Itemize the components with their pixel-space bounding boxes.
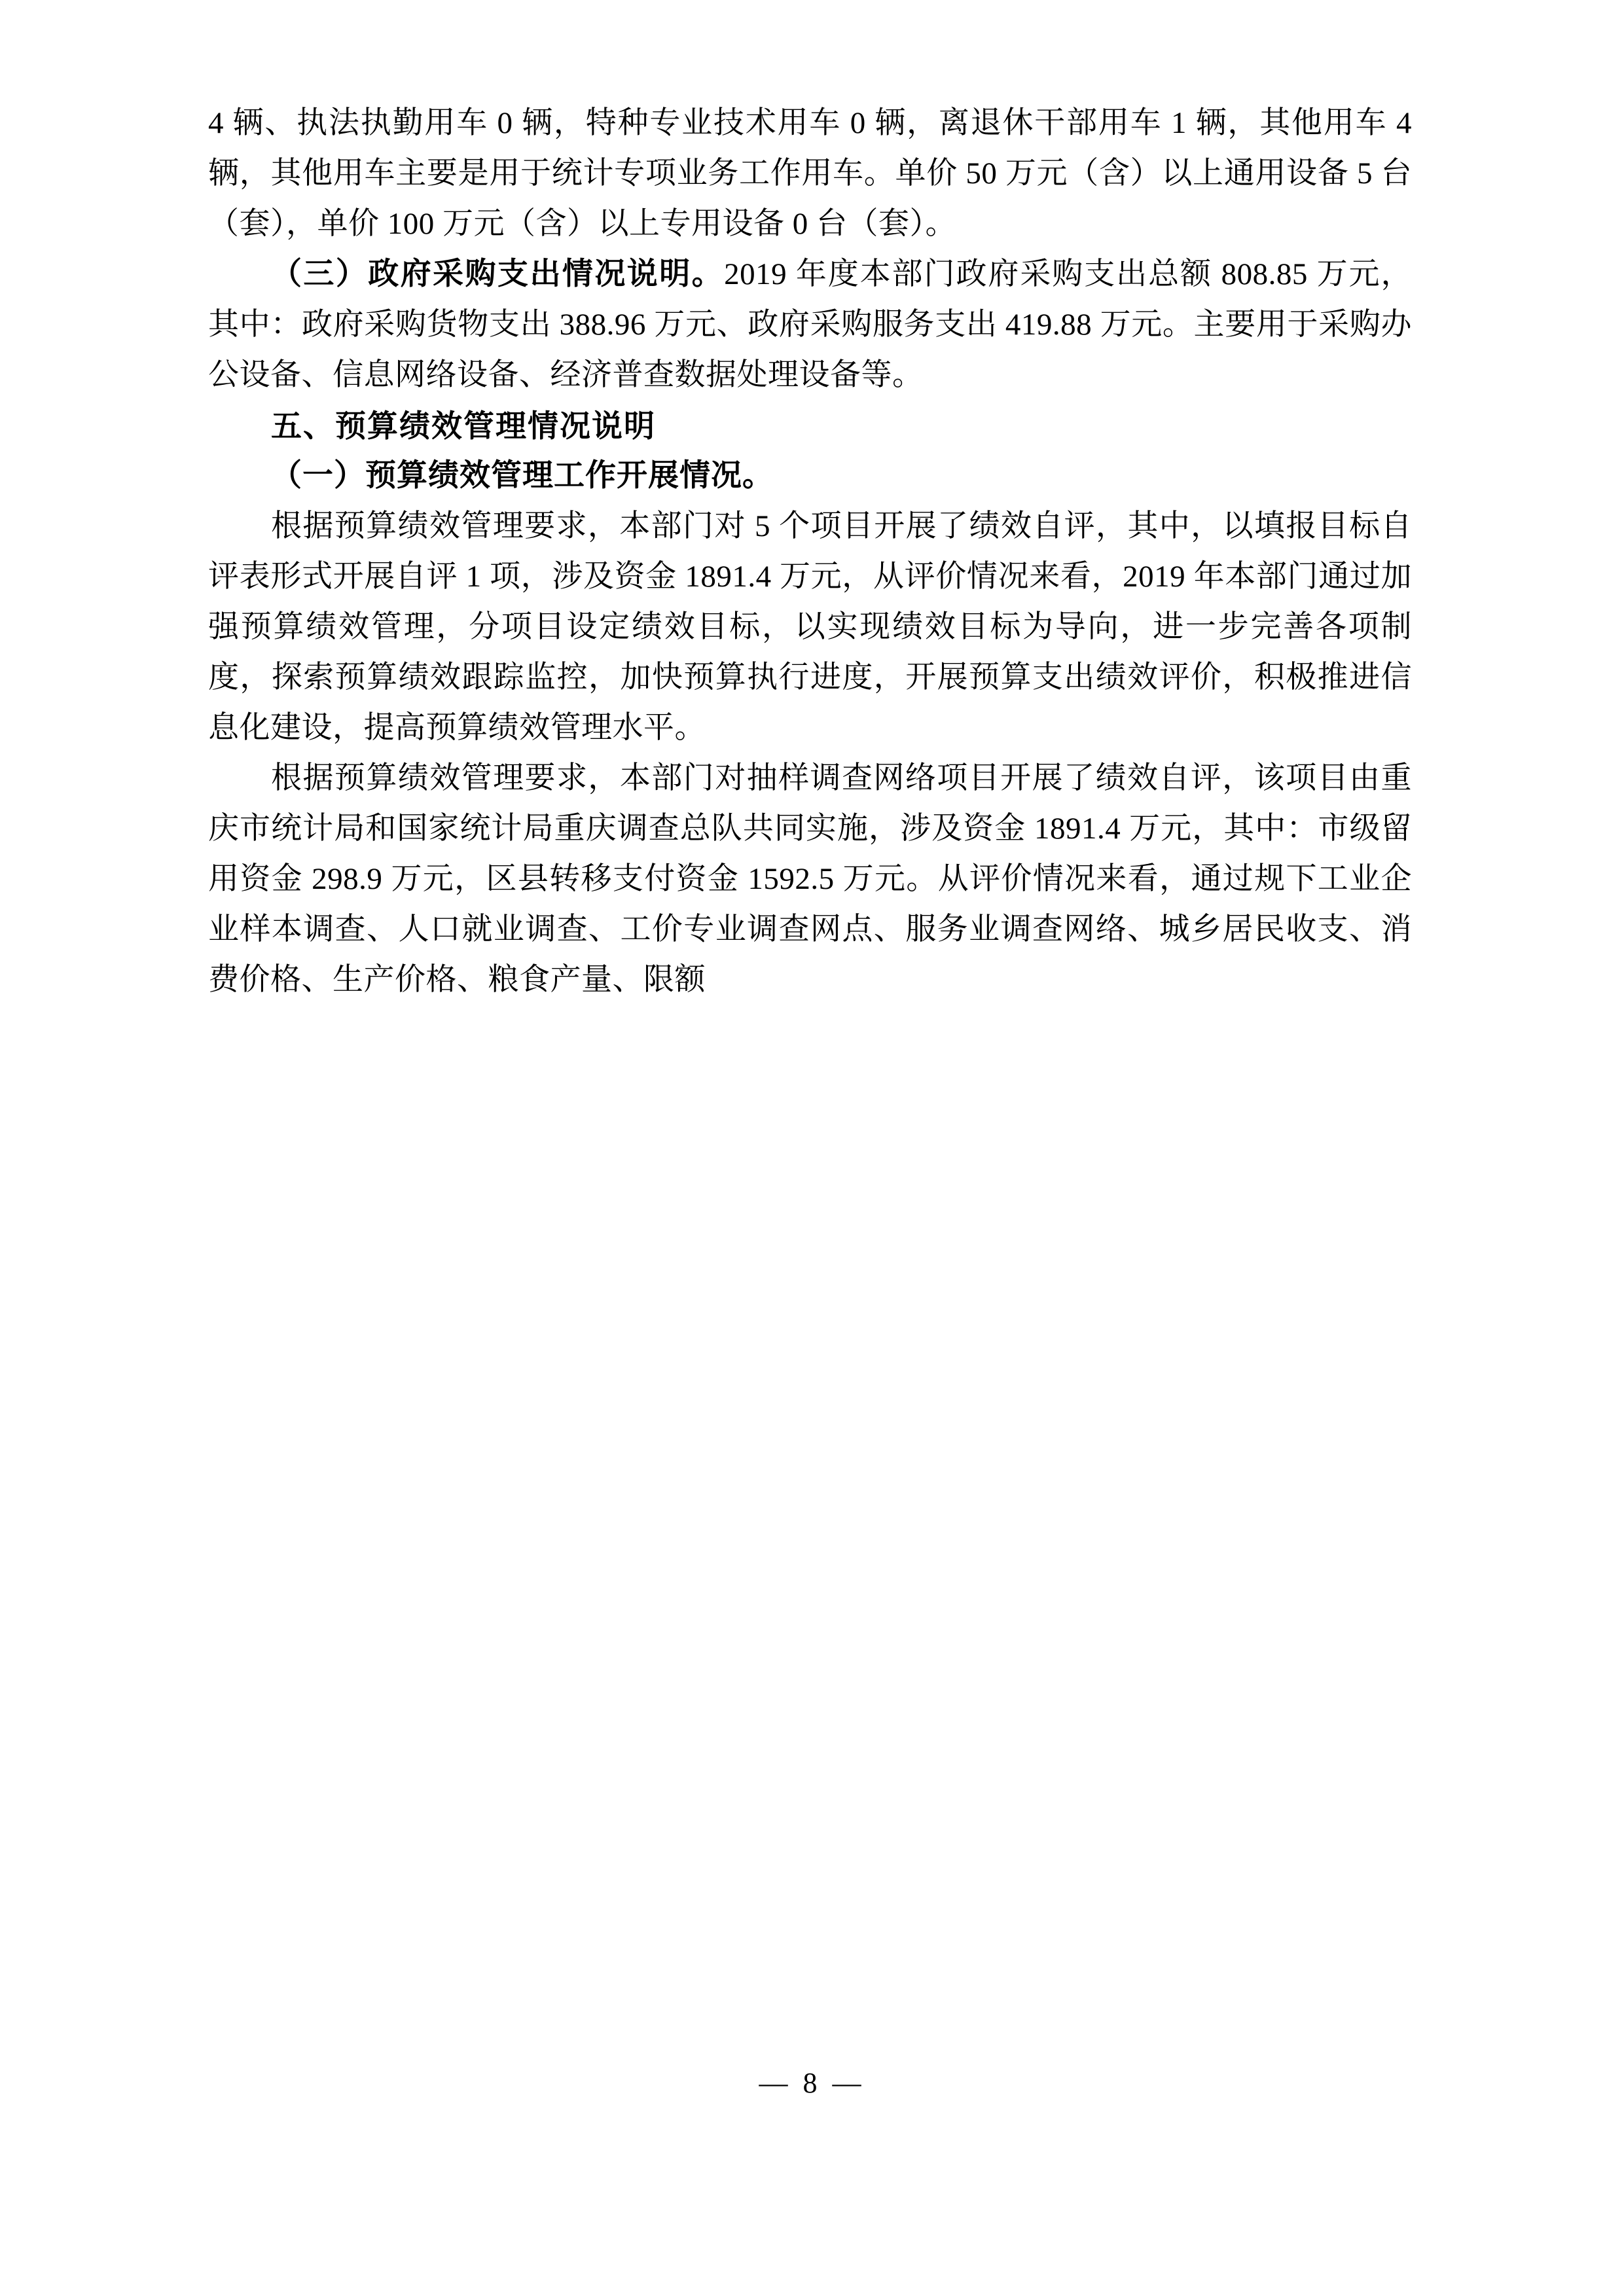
paragraph-government-procurement-text: 2019 年度本部门政府采购支出总额 808.85 万元，其中：政府采购货物支出 388.96 万元、政府采购服务支出 419.88 万元。主要用于采购办公设备、信息网络设备、经济普查数据处理设备等。 <box>208 257 1412 392</box>
runin-heading-government-procurement: （三）政府采购支出情况说明。 <box>271 257 725 291</box>
section-heading-budget-performance: 五、预算绩效管理情况说明 <box>271 408 656 443</box>
paragraph-performance-self-evaluation: 根据预算绩效管理要求，本部门对 5 个项目开展了绩效自评，其中，以填报目标自评表形式开展自评 1 项，涉及资金 1891.4 万元，从评价情况来看，2019 年本部门通过加强预算绩效管理，分项目设定绩效目标，以实现绩效目标为导向，进一步完善各项制度，探索预算绩效跟踪监控，加快预算执行进度，开展预算支出绩效评价，积极推进信息化建设，提高预算绩效管理水平。 <box>208 509 1412 745</box>
paragraph-vehicles-equipment: 4 辆、执法执勤用车 0 辆，特种专业技术用车 0 辆，离退休干部用车 1 辆，其他用车 4 辆，其他用车主要是用于统计专项业务工作用车。单价 50 万元（含）以上通用设备 5 台（套），单价 100 万元（含）以上专用设备 0 台（套）。 <box>208 106 1412 241</box>
page-number: — 8 — <box>759 2067 865 2099</box>
subsection-heading-performance-work <box>208 451 1412 501</box>
text-column <box>208 98 1412 1005</box>
paragraph-sampling-survey-network: 根据预算绩效管理要求，本部门对抽样调查网络项目开展了绩效自评，该项目由重庆市统计局和国家统计局重庆调查总队共同实施，涉及资金 1891.4 万元，其中：市级留用资金 298.9 万元，区县转移支付资金 1592.5 万元。从评价情况来看，通过规下工业企业样本调查、人口就业调查、工价专业调查网点、服务业调查网络、城乡居民收支、消费价格、生产价格、粮食产量、限额 <box>208 761 1412 997</box>
runin-heading-performance-work: （一）预算绩效管理工作开展情况。 <box>271 459 774 493</box>
paragraph-government-procurement <box>208 249 1412 401</box>
